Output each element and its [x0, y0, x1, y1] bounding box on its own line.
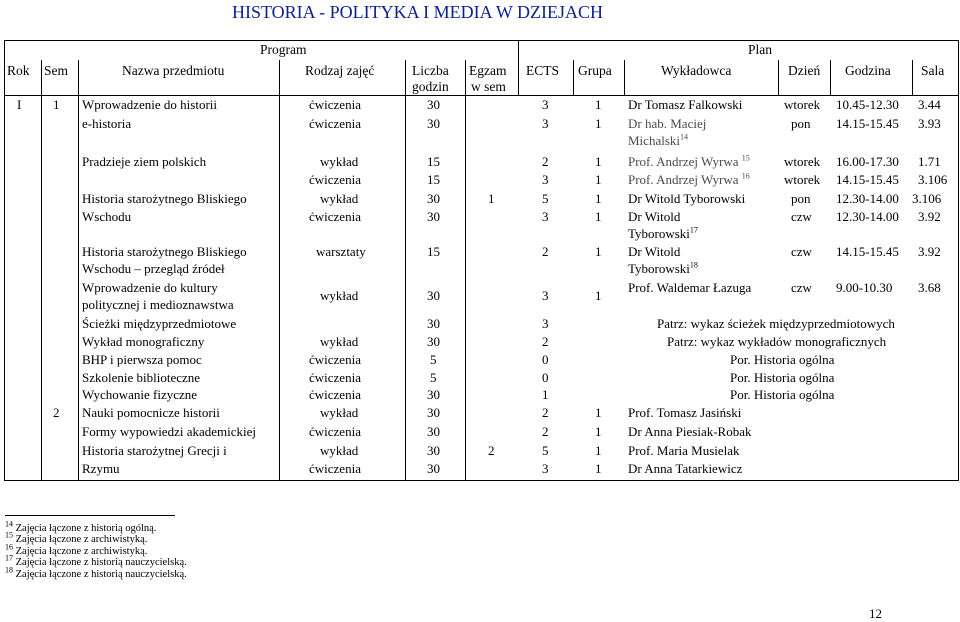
exam-semester: 2: [488, 443, 495, 458]
lecturer-cell: [628, 172, 750, 187]
time: 14.15-15.45: [836, 244, 899, 259]
ects: 0: [542, 352, 549, 367]
lecturer: Dr hab. Maciej: [628, 116, 707, 131]
header-wykladowca: Wykładowca: [661, 63, 732, 78]
footnote-ref: 18: [689, 260, 698, 270]
lecturer-cell: [628, 154, 750, 169]
hours: 30: [427, 97, 440, 112]
footnote-ref: 15: [741, 153, 750, 163]
subject-name-line2: Wschodu – przegląd źródeł: [82, 261, 225, 276]
hours: 30: [427, 387, 440, 402]
room: 3.92: [918, 209, 941, 224]
room: 3.68: [918, 280, 941, 295]
footnote-text: Zajęcia łączone z historią nauczycielską.: [15, 568, 187, 580]
footnote-separator: [5, 515, 175, 516]
ects: 5: [542, 191, 549, 206]
lecturer: Prof. Maria Musielak: [628, 443, 740, 458]
lecturer: Dr Witold: [628, 244, 681, 259]
subject-name: BHP i pierwsza pomoc: [82, 352, 202, 367]
plan-note: Patrz: wykaz wykładów monograficznych: [667, 334, 887, 349]
header-w-sem: w sem: [471, 79, 506, 94]
group: 1: [595, 191, 602, 206]
header-rodzaj: Rodzaj zajęć: [305, 63, 375, 78]
subject-name: Wychowanie fizyczne: [82, 387, 198, 402]
subject-name: Wprowadzenie do kultury: [82, 280, 218, 295]
header-liczba: Liczba: [412, 63, 449, 78]
table-rule: [778, 60, 779, 96]
ects: 2: [542, 154, 549, 169]
footnote-ref: 17: [689, 225, 698, 235]
time: 9.00-10.30: [836, 280, 893, 295]
time: 12.30-14.00: [836, 209, 899, 224]
class-type: ćwiczenia: [309, 116, 361, 131]
footnote: [5, 530, 187, 546]
page-number: 12: [869, 606, 882, 621]
class-type: ćwiczenia: [309, 461, 361, 476]
footnote-ref: 14: [680, 132, 688, 142]
header-nazwa: Nazwa przedmiotu: [122, 63, 225, 78]
hours: 30: [427, 116, 440, 131]
footnote-number: 14: [5, 519, 13, 529]
plan-note: Por. Historia ogólna: [730, 387, 835, 402]
lecturer-surname: Tyborowski: [628, 261, 690, 276]
table-rule: [279, 60, 280, 481]
hours: 30: [427, 334, 440, 349]
class-type: ćwiczenia: [309, 172, 361, 187]
table-rule: [78, 60, 79, 481]
class-type: ćwiczenia: [309, 352, 361, 367]
table-rule: [405, 60, 406, 481]
subject-name: Szkolenie biblioteczne: [82, 370, 201, 385]
subject-name: Historia starożytnego Bliskiego: [82, 244, 247, 259]
time: 12.30-14.00: [836, 191, 899, 206]
header-sala: Sala: [921, 63, 945, 78]
lecturer: Prof. Andrzej Wyrwa: [628, 172, 739, 187]
ects: 2: [542, 424, 549, 439]
hours: 30: [427, 461, 440, 476]
hours: 5: [430, 352, 437, 367]
header-godzina: Godzina: [845, 63, 891, 78]
table-rule: [912, 60, 913, 96]
class-type: ćwiczenia: [309, 209, 361, 224]
table-rule: [518, 40, 519, 96]
table-rule: [4, 95, 958, 96]
ects: 3: [542, 288, 549, 303]
year-cell: I: [17, 97, 22, 112]
plan-note: Patrz: wykaz ścieżek międzyprzedmiotowych: [657, 316, 895, 331]
room: 3.106: [912, 191, 942, 206]
hours: 30: [427, 316, 440, 331]
table-rule: [624, 60, 625, 96]
ects: 2: [542, 405, 549, 420]
footnote: [5, 565, 187, 580]
header-grupa: Grupa: [578, 63, 612, 78]
table-rule: [958, 40, 959, 481]
lecturer-line2: [628, 226, 698, 241]
group: 1: [595, 97, 602, 112]
hours: 30: [427, 424, 440, 439]
hours: 30: [427, 443, 440, 458]
lecturer-line2: [628, 261, 698, 276]
header-sem: Sem: [44, 63, 69, 78]
day: czw: [791, 280, 812, 295]
subject-name: Pradzieje ziem polskich: [82, 154, 207, 169]
plan-group-header: Plan: [748, 42, 773, 57]
semester-cell: 1: [53, 97, 60, 112]
footnote-number: 15: [5, 530, 13, 540]
class-type: warsztaty: [316, 244, 366, 259]
class-type: ćwiczenia: [309, 370, 361, 385]
lecturer-surname: Tyborowski: [628, 226, 690, 241]
day: wtorek: [784, 172, 821, 187]
table-rule: [41, 60, 42, 481]
hours: 5: [430, 370, 437, 385]
header-godzin: godzin: [412, 79, 449, 94]
lecturer: Prof. Andrzej Wyrwa: [628, 154, 739, 169]
lecturer: Dr Tomasz Falkowski: [628, 97, 743, 112]
subject-name: Ścieżki międzyprzedmiotowe: [82, 316, 237, 331]
footnote-number: 16: [5, 542, 13, 552]
subject-name: e-historia: [82, 116, 132, 131]
table-rule: [4, 480, 958, 481]
ects: 3: [542, 461, 549, 476]
room: 3.93: [918, 116, 941, 131]
lecturer-line2: [628, 133, 688, 148]
hours: 30: [427, 209, 440, 224]
plan-note: Por. Historia ogólna: [730, 370, 835, 385]
table-rule: [465, 60, 466, 481]
ects: 5: [542, 443, 549, 458]
day: wtorek: [784, 97, 821, 112]
class-type: wykład: [320, 288, 359, 303]
hours: 30: [427, 191, 440, 206]
class-type: wykład: [320, 191, 359, 206]
header-dzien: Dzień: [788, 63, 821, 78]
footnote-text: Zajęcia łączone z archiwistyką.: [15, 534, 148, 546]
time: 14.15-15.45: [836, 172, 899, 187]
header-ects: ECTS: [526, 63, 560, 78]
room: 3.92: [918, 244, 941, 259]
hours: 15: [427, 154, 440, 169]
room: 3.106: [918, 172, 948, 187]
subject-name: Rzymu: [82, 461, 120, 476]
hours: 15: [427, 244, 440, 259]
class-type: wykład: [320, 443, 359, 458]
footnote: [5, 553, 187, 569]
subject-name: Formy wypowiedzi akademickiej: [82, 424, 257, 439]
subject-name: Historia starożytnego Bliskiego: [82, 191, 247, 206]
group: 1: [595, 443, 602, 458]
day: czw: [791, 244, 812, 259]
lecturer-surname: Michalski: [628, 133, 680, 148]
class-type: wykład: [320, 154, 359, 169]
group: 1: [595, 424, 602, 439]
ects: 2: [542, 334, 549, 349]
room: 1.71: [918, 154, 941, 169]
subject-name: Historia starożytnej Grecji i: [82, 443, 227, 458]
ects: 3: [542, 209, 549, 224]
class-type: ćwiczenia: [309, 424, 361, 439]
subject-name-line2: politycznej i medioznawstwa: [82, 297, 234, 312]
footnote: [5, 542, 187, 557]
time: 10.45-12.30: [836, 97, 899, 112]
lecturer: Dr Anna Tatarkiewicz: [628, 461, 743, 476]
footnote-number: 17: [5, 553, 13, 563]
program-group-header: Program: [260, 42, 307, 57]
hours: 30: [427, 405, 440, 420]
lecturer: Prof. Tomasz Jasiński: [628, 405, 742, 420]
day: pon: [791, 116, 811, 131]
exam-semester: 1: [488, 191, 495, 206]
subject-name: Wykład monograficzny: [82, 334, 205, 349]
footnote-text: Zajęcia łączone z historią nauczycielską.: [15, 557, 187, 569]
ects: 1: [542, 387, 549, 402]
group: 1: [595, 116, 602, 131]
time: 14.15-15.45: [836, 116, 899, 131]
header-rok: Rok: [7, 63, 30, 78]
subject-name: Wschodu: [82, 209, 132, 224]
room: 3.44: [918, 97, 941, 112]
table-rule: [4, 40, 958, 41]
header-egzam: Egzam: [469, 63, 507, 78]
ects: 3: [542, 172, 549, 187]
hours: 15: [427, 172, 440, 187]
class-type: ćwiczenia: [309, 97, 361, 112]
plan-note: Por. Historia ogólna: [730, 352, 835, 367]
footnote-text: Zajęcia łączone z archiwistyką.: [15, 545, 148, 557]
footnote-ref: 16: [741, 171, 750, 181]
day: pon: [791, 191, 811, 206]
page-title: HISTORIA - POLITYKA I MEDIA W DZIEJACH: [232, 2, 603, 22]
class-type: wykład: [320, 334, 359, 349]
subject-name: Wprowadzenie do historii: [82, 97, 218, 112]
class-type: wykład: [320, 405, 359, 420]
lecturer: Prof. Waldemar Łazuga: [628, 280, 752, 295]
semester-cell: 2: [53, 405, 60, 420]
day: wtorek: [784, 154, 821, 169]
class-type: ćwiczenia: [309, 387, 361, 402]
footnote-number: 18: [5, 565, 13, 575]
time: 16.00-17.30: [836, 154, 899, 169]
subject-name: Nauki pomocnicze historii: [82, 405, 220, 420]
ects: 0: [542, 370, 549, 385]
group: 1: [595, 405, 602, 420]
lecturer: Dr Anna Piesiak-Robak: [628, 424, 752, 439]
lecturer: Dr Witold Tyborowski: [628, 191, 746, 206]
hours: 30: [427, 288, 440, 303]
ects: 3: [542, 316, 549, 331]
table-rule: [4, 40, 5, 481]
ects: 3: [542, 116, 549, 131]
table-rule: [573, 60, 574, 96]
group: 1: [595, 209, 602, 224]
group: 1: [595, 461, 602, 476]
group: 1: [595, 154, 602, 169]
group: 1: [595, 244, 602, 259]
day: czw: [791, 209, 812, 224]
footnote: [5, 519, 187, 534]
lecturer: Dr Witold: [628, 209, 681, 224]
group: 1: [595, 288, 602, 303]
footnotes: [5, 519, 187, 580]
table-rule: [830, 60, 831, 96]
footnote-text: Zajęcia łączone z historią ogólną.: [15, 523, 157, 534]
ects: 2: [542, 244, 549, 259]
group: 1: [595, 172, 602, 187]
ects: 3: [542, 97, 549, 112]
